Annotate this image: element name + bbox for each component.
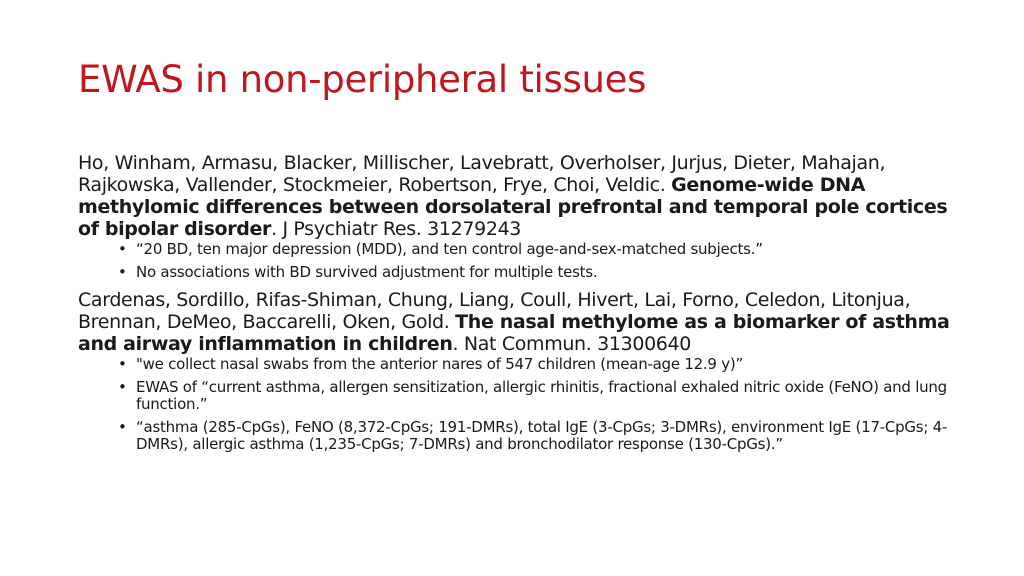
bullet-text: “20 BD, ten major depression (MDD), and ten control age-and-sex-matched subjects.”	[136, 240, 763, 258]
bullet-text: "we collect nasal swabs from the anterior nares of 547 children (mean-age 12.9 y)”	[136, 355, 743, 373]
reference-2	[78, 289, 958, 355]
slide-body	[78, 152, 958, 459]
reference-1-title: Genome-wide DNA methylomic differences between dorsolateral prefrontal and temporal pole cortices of bipolar disorder	[78, 174, 948, 240]
bullet-item	[118, 264, 958, 282]
reference-2-bullets	[78, 356, 958, 454]
reference-1-authors: Ho, Winham, Armasu, Blacker, Millischer, Lavebratt, Overholser, Jurjus, Dieter, Mahajan, Rajkowska, Vallender, Stockmeier, Robertson, Frye, Choi, Veldic.	[78, 152, 886, 196]
bullet-text: No associations with BD survived adjustment for multiple tests.	[136, 262, 598, 281]
bullet-text: “asthma (285-CpGs), FeNO (8,372-CpGs; 191-DMRs), total IgE (3-CpGs; 3-DMRs), environment IgE (17-CpGs; 4-DMRs), allergic asthma (1,235-CpGs; 7-DMRs) and bronchodilator response (130-CpGs).”	[136, 417, 948, 453]
bullet-item	[118, 379, 958, 414]
reference-1-citation: . J Psychiatr Res. 31279243	[271, 218, 522, 240]
bullet-icon: •	[118, 355, 127, 373]
bullet-icon: •	[118, 240, 127, 258]
bullet-text: EWAS of “current asthma, allergen sensitization, allergic rhinitis, fractional exhaled nitric oxide (FeNO) and lung function.”	[136, 377, 947, 413]
bullet-item	[118, 419, 958, 454]
reference-1-bullets	[78, 241, 958, 281]
reference-2-title: The nasal methylome as a biomarker of asthma and airway inflammation in children	[78, 311, 950, 355]
reference-2-authors: Cardenas, Sordillo, Rifas-Shiman, Chung, Liang, Coull, Hivert, Lai, Forno, Celedon, Litonjua, Brennan, DeMeo, Baccarelli, Oken, Gold.	[78, 289, 911, 333]
bullet-item	[118, 356, 958, 374]
reference-1	[78, 152, 958, 240]
bullet-icon: •	[118, 377, 127, 396]
bullet-icon: •	[118, 417, 127, 436]
bullet-icon: •	[118, 262, 127, 281]
slide-title: EWAS in non-peripheral tissues	[78, 58, 647, 101]
reference-2-citation: . Nat Commun. 31300640	[452, 333, 692, 355]
bullet-item	[118, 241, 958, 259]
